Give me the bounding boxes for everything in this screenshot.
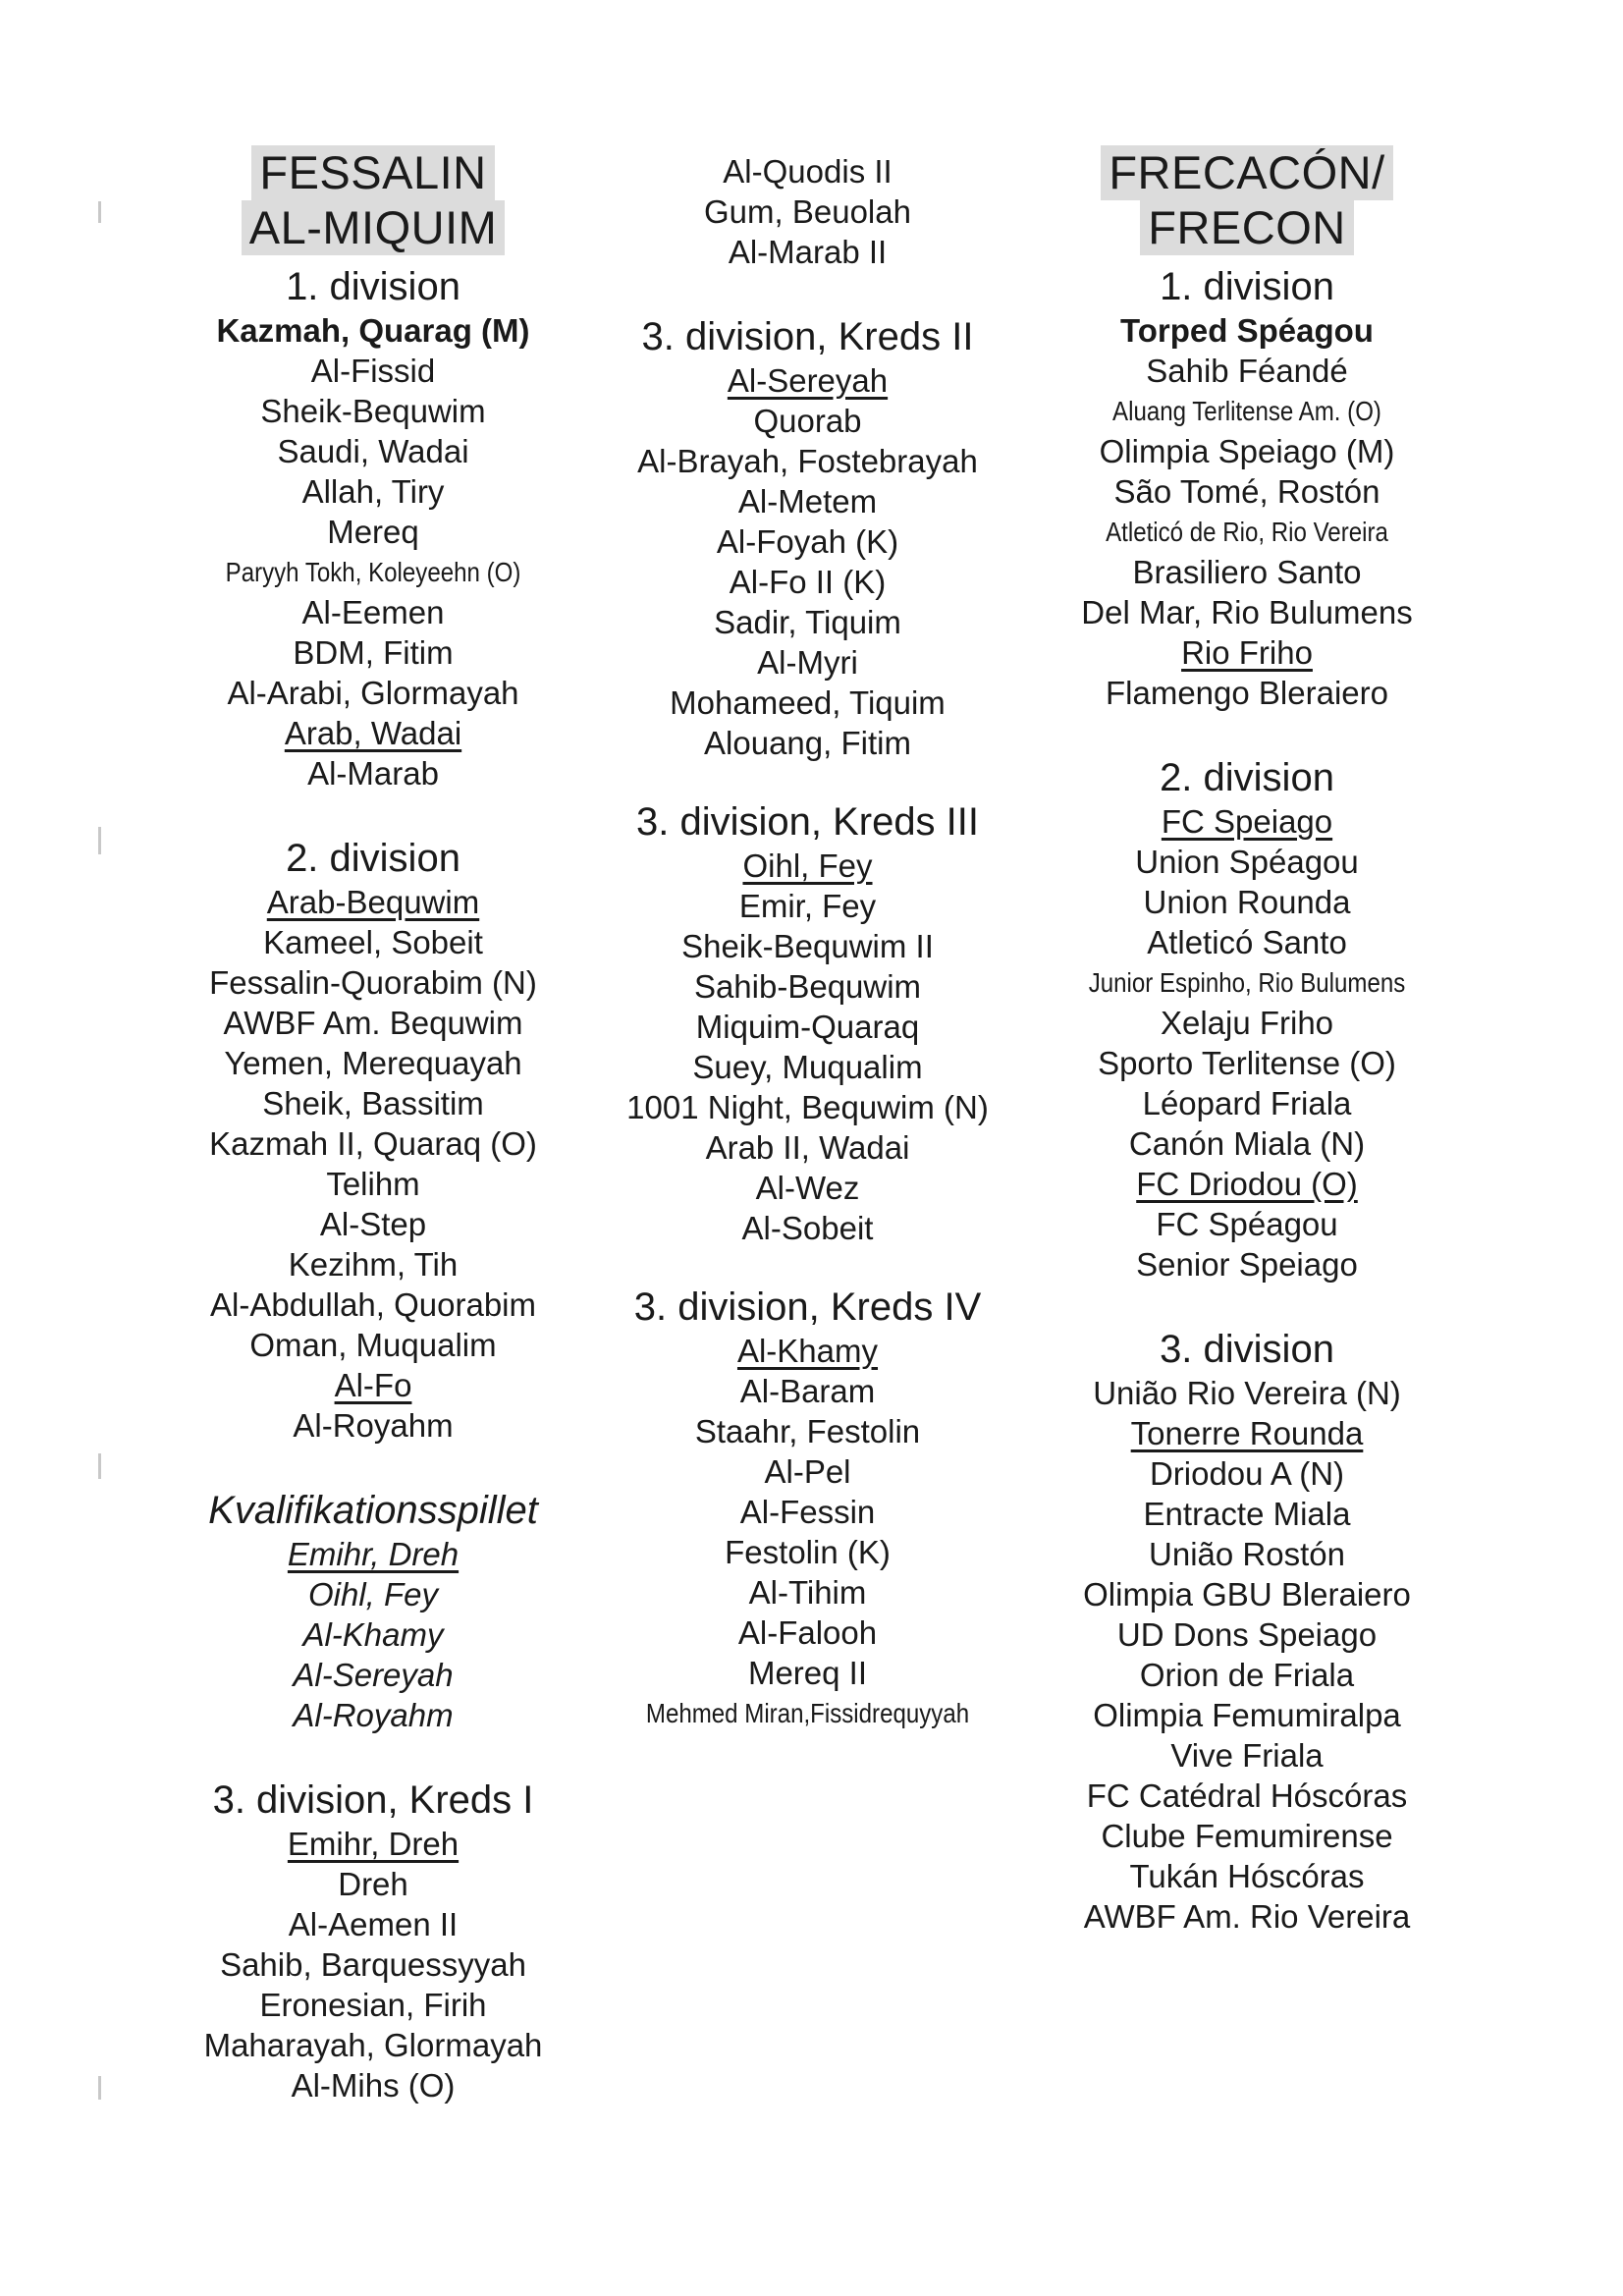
team: Junior Espinho, Rio Bulumens	[1088, 967, 1406, 998]
underlined-team: Arab, Wadai	[284, 715, 462, 751]
team: Atleticó de Rio, Rio Vereira	[1106, 517, 1388, 547]
team: Staahr, Festolin	[694, 1413, 921, 1449]
team: Union Spéagou	[1135, 844, 1359, 880]
team: Léopard Friala	[1142, 1085, 1352, 1121]
country-title	[1011, 145, 1483, 255]
division-heading: 1. division	[286, 265, 460, 308]
team: Gum, Beuolah	[704, 193, 911, 230]
team: Del Mar, Rio Bulumens	[1081, 594, 1413, 630]
division-1	[147, 263, 599, 793]
team: Sheik-Bequwim II	[681, 928, 934, 964]
team: Fessalin-Quorabim (N)	[209, 964, 537, 1001]
underlined-team: FC Speiago	[1161, 803, 1333, 840]
division-heading: 3. division, Kreds II	[641, 315, 974, 358]
underlined-team: Rio Friho	[1181, 634, 1313, 671]
division-3-kreds-2	[579, 313, 1036, 763]
division-heading: 2. division	[286, 837, 460, 880]
team: Brasiliero Santo	[1132, 554, 1362, 590]
team: FC Spéagou	[1156, 1206, 1338, 1242]
scan-mark	[98, 2076, 101, 2100]
team: Al-Sobeit	[741, 1210, 874, 1246]
team: Oman, Muqualim	[249, 1327, 497, 1363]
underlined-team: Al-Khamy	[736, 1333, 879, 1369]
team: Al-Baram	[739, 1373, 876, 1409]
team: BDM, Fitim	[293, 634, 454, 671]
team: Suey, Muqualim	[692, 1049, 923, 1085]
country-title	[147, 145, 599, 255]
column-kreds	[579, 151, 1036, 1733]
team: Olimpia Femumiralpa	[1093, 1697, 1401, 1733]
team: Al-Myri	[757, 644, 858, 681]
team: Xelaju Friho	[1160, 1005, 1334, 1041]
column-frecacon	[1011, 145, 1483, 1937]
team: Miquim-Quaraq	[695, 1009, 920, 1045]
team: Yemen, Merequayah	[224, 1045, 522, 1081]
team: Al-Mihs (O)	[291, 2067, 456, 2104]
team: Al-Royahm	[293, 1697, 454, 1733]
team: Paryyh Tokh, Koleyeehn (O)	[225, 557, 521, 587]
division-heading: 3. division, Kreds III	[635, 800, 980, 844]
team: Arab II, Wadai	[705, 1129, 910, 1166]
team: Al-Marab II	[728, 234, 888, 270]
team: Entracte Miala	[1143, 1496, 1351, 1532]
division-heading: 3. division	[1160, 1328, 1334, 1371]
team: Al-Abdullah, Quorabim	[210, 1286, 536, 1323]
team: Olimpia Speiago (M)	[1099, 433, 1395, 469]
team: Maharayah, Glormayah	[203, 2027, 543, 2063]
team: Mehmed Miran,Fissidrequyyah	[645, 1698, 970, 1728]
team: Mohameed, Tiquim	[670, 684, 946, 721]
team: Sporto Terlitense (O)	[1098, 1045, 1396, 1081]
team: Al-Falooh	[737, 1614, 878, 1651]
team: Al-Foyah (K)	[716, 523, 899, 560]
team: Driodou A (N)	[1149, 1455, 1345, 1492]
division-heading: 2. division	[1160, 756, 1334, 799]
team: AWBF Am. Bequwim	[223, 1005, 523, 1041]
division-2	[1011, 754, 1483, 1285]
team: Al-Khamy	[302, 1616, 444, 1653]
team: Canón Miala (N)	[1128, 1125, 1366, 1162]
underlined-team: Oihl, Fey	[742, 847, 873, 884]
team: Alouang, Fitim	[704, 725, 911, 761]
team: Al-Eemen	[301, 594, 445, 630]
team: Senior Speiago	[1136, 1246, 1358, 1283]
team: Sadir, Tiquim	[714, 604, 901, 640]
team: Eronesian, Firih	[259, 1987, 487, 2023]
team: Al-Pel	[764, 1453, 851, 1490]
team: Al-Brayah, Fostebrayah	[637, 443, 978, 479]
team: União Rostón	[1149, 1536, 1345, 1572]
team: 1001 Night, Bequwim (N)	[626, 1089, 989, 1125]
champion-team: Torped Spéagou	[1120, 312, 1374, 349]
team: Sheik-Bequwim	[260, 393, 486, 429]
scan-mark	[98, 827, 101, 854]
team: Aluang Terlitense Am. (O)	[1112, 396, 1381, 426]
team: Mereq II	[747, 1655, 868, 1691]
team: Al-Fessin	[739, 1494, 876, 1530]
team: Mereq	[327, 514, 419, 550]
division-2	[147, 835, 599, 1446]
division-3-kreds-1	[147, 1777, 599, 2105]
division-3-kreds-3	[579, 798, 1036, 1248]
team: Dreh	[338, 1866, 408, 1902]
underlined-team: Al-Sereyah	[727, 362, 889, 399]
team: Oihl, Fey	[307, 1576, 439, 1613]
team: Festolin (K)	[725, 1534, 891, 1570]
country-title-line1: FRECACÓN/	[1101, 145, 1392, 200]
team: Saudi, Wadai	[277, 433, 469, 469]
team: Al-Marab	[307, 755, 439, 792]
division-heading: 1. division	[1160, 265, 1334, 308]
underlined-team: FC Driodou (O)	[1136, 1166, 1358, 1202]
team: Al-Royahm	[293, 1407, 454, 1444]
team: Al-Metem	[737, 483, 878, 519]
team: Telihm	[326, 1166, 420, 1202]
team: Al-Sereyah	[293, 1657, 454, 1693]
champion-team: Kazmah, Quarag (M)	[216, 312, 530, 349]
team: AWBF Am. Rio Vereira	[1083, 1898, 1411, 1935]
team: Quorab	[753, 403, 862, 439]
team: Al-Fo II (K)	[729, 564, 887, 600]
underlined-team: Arab-Bequwim	[266, 884, 480, 920]
team: Atleticó Santo	[1147, 924, 1347, 960]
division-heading: 3. division, Kreds I	[212, 1778, 534, 1822]
team: Al-Tihim	[748, 1574, 867, 1611]
underlined-team: Emihr, Dreh	[287, 1826, 460, 1862]
team: Orion de Friala	[1139, 1657, 1355, 1693]
country-title-line2: FRECON	[1140, 200, 1353, 255]
team: Al-Wez	[755, 1170, 860, 1206]
team: Clube Femumirense	[1101, 1818, 1393, 1854]
kreds-1-continued	[579, 151, 1036, 272]
scan-mark	[98, 1453, 101, 1479]
team: União Rio Vereira (N)	[1093, 1375, 1401, 1411]
team: Kazmah II, Quaraq (O)	[209, 1125, 537, 1162]
underlined-team: Tonerre Rounda	[1130, 1415, 1364, 1451]
team: Al-Quodis II	[723, 153, 893, 190]
team: UD Dons Speiago	[1116, 1616, 1378, 1653]
team: Vive Friala	[1170, 1737, 1324, 1774]
country-title-line1: FESSALIN	[251, 145, 494, 200]
division-heading: Kvalifikationsspillet	[208, 1489, 538, 1532]
underlined-team: Al-Fo	[334, 1367, 412, 1403]
country-title-line2: AL-MIQUIM	[242, 200, 506, 255]
underlined-team: Emihr, Dreh	[287, 1536, 460, 1572]
team: Olimpia GBU Bleraiero	[1083, 1576, 1411, 1613]
team: Sheik, Bassitim	[262, 1085, 484, 1121]
team: Sahib, Barquessyyah	[220, 1946, 526, 1983]
team: São Tomé, Rostón	[1113, 473, 1380, 510]
team: Kezihm, Tih	[288, 1246, 459, 1283]
team: Kameel, Sobeit	[263, 924, 483, 960]
team: Sahib Féandé	[1146, 353, 1348, 389]
team: Flamengo Bleraiero	[1106, 675, 1388, 711]
team: Tukán Hóscóras	[1129, 1858, 1365, 1894]
qualification-playoff	[147, 1487, 599, 1735]
team: Sahib-Bequwim	[693, 968, 922, 1005]
team: Allah, Tiry	[301, 473, 445, 510]
team: Al-Step	[319, 1206, 427, 1242]
column-fessalin	[147, 145, 599, 2105]
team: Al-Aemen II	[288, 1906, 459, 1942]
scan-mark	[98, 201, 101, 223]
division-heading: 3. division, Kreds IV	[633, 1285, 982, 1329]
division-1	[1011, 263, 1483, 713]
division-3-kreds-4	[579, 1284, 1036, 1733]
division-3	[1011, 1326, 1483, 1937]
team: FC Catédral Hóscóras	[1086, 1777, 1408, 1814]
team: Union Rounda	[1143, 884, 1351, 920]
team: Emir, Fey	[738, 888, 877, 924]
team: Al-Fissid	[310, 353, 436, 389]
team: Al-Arabi, Glormayah	[227, 675, 519, 711]
